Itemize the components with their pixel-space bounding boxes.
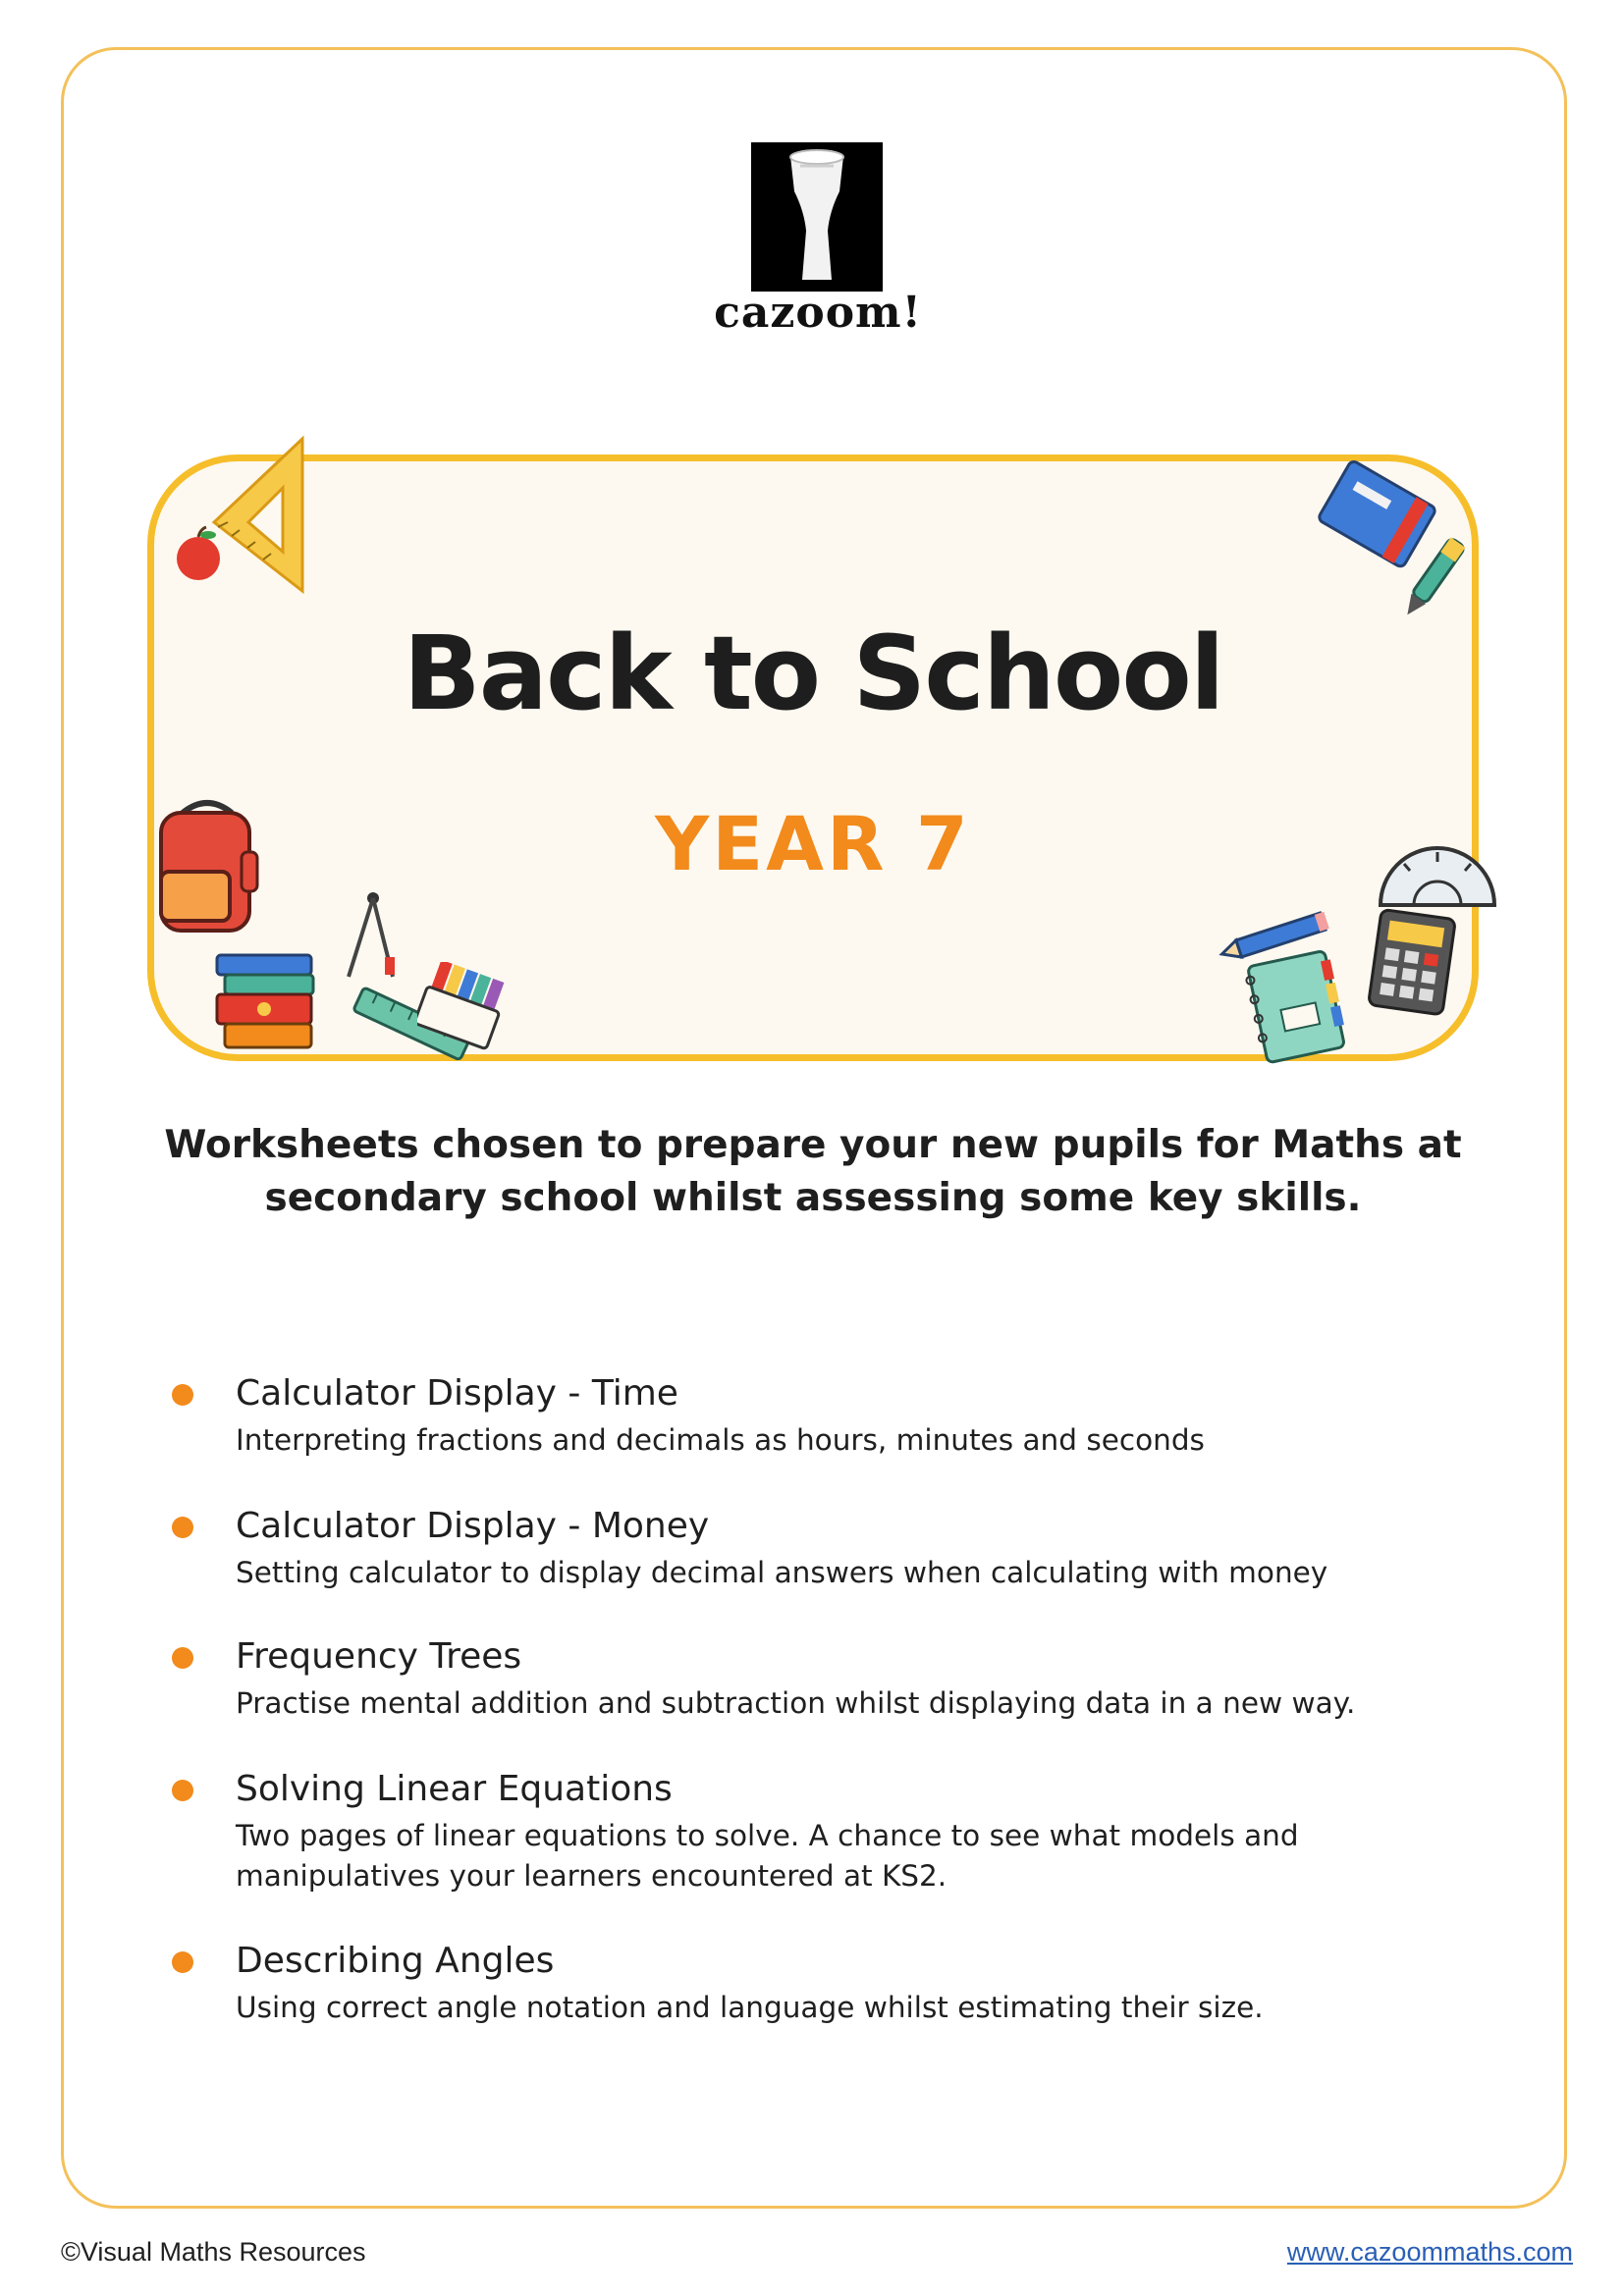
bullet-icon [172, 1517, 193, 1538]
website-link[interactable]: www.cazoommaths.com [1286, 2237, 1573, 2267]
crayons-icon [417, 962, 520, 1050]
bullet-icon [172, 1647, 193, 1669]
year-label: YEAR 7 [655, 800, 971, 887]
copyright-text: ©Visual Maths Resources [61, 2237, 366, 2267]
topic-title: Frequency Trees [236, 1636, 522, 1677]
topic-description: Using correct angle notation and language whilst estimating their size. [236, 1991, 1264, 2024]
bullet-icon [172, 1951, 193, 1973]
compass-icon [334, 888, 412, 987]
intro-text: Worksheets chosen to prepare your new pupils for Maths at secondary school whilst assessing some key skills. [164, 1123, 1462, 1220]
topic-description: Two pages of linear equations to solve. A chance to see what models and manipulatives your learners encountered at KS2. [236, 1819, 1299, 1893]
topic-title: Solving Linear Equations [236, 1769, 673, 1809]
calculator-icon [1365, 908, 1458, 1016]
topic-title: Calculator Display - Money [236, 1506, 710, 1546]
books-stack-icon [211, 947, 321, 1055]
bullet-icon [172, 1384, 193, 1406]
spiral-notebook-icon [1245, 947, 1353, 1065]
backpack-icon [153, 793, 261, 940]
drum-logo-icon [751, 142, 883, 292]
pen-icon [1394, 530, 1473, 628]
topic-description: Practise mental addition and subtraction whilst displaying data in a new way. [236, 1686, 1356, 1720]
topic-description: Interpreting fractions and decimals as hours, minutes and seconds [236, 1423, 1205, 1457]
bullet-icon [172, 1780, 193, 1801]
apple-icon [171, 525, 226, 584]
topic-title: Calculator Display - Time [236, 1373, 678, 1414]
logo-wordmark: cazoom! [714, 288, 922, 338]
page-title: Back to School [403, 614, 1223, 733]
protractor-icon [1375, 836, 1500, 915]
topic-title: Describing Angles [236, 1941, 555, 1981]
topic-description: Setting calculator to display decimal answers when calculating with money [236, 1556, 1328, 1589]
cazoom-logo [690, 142, 932, 348]
